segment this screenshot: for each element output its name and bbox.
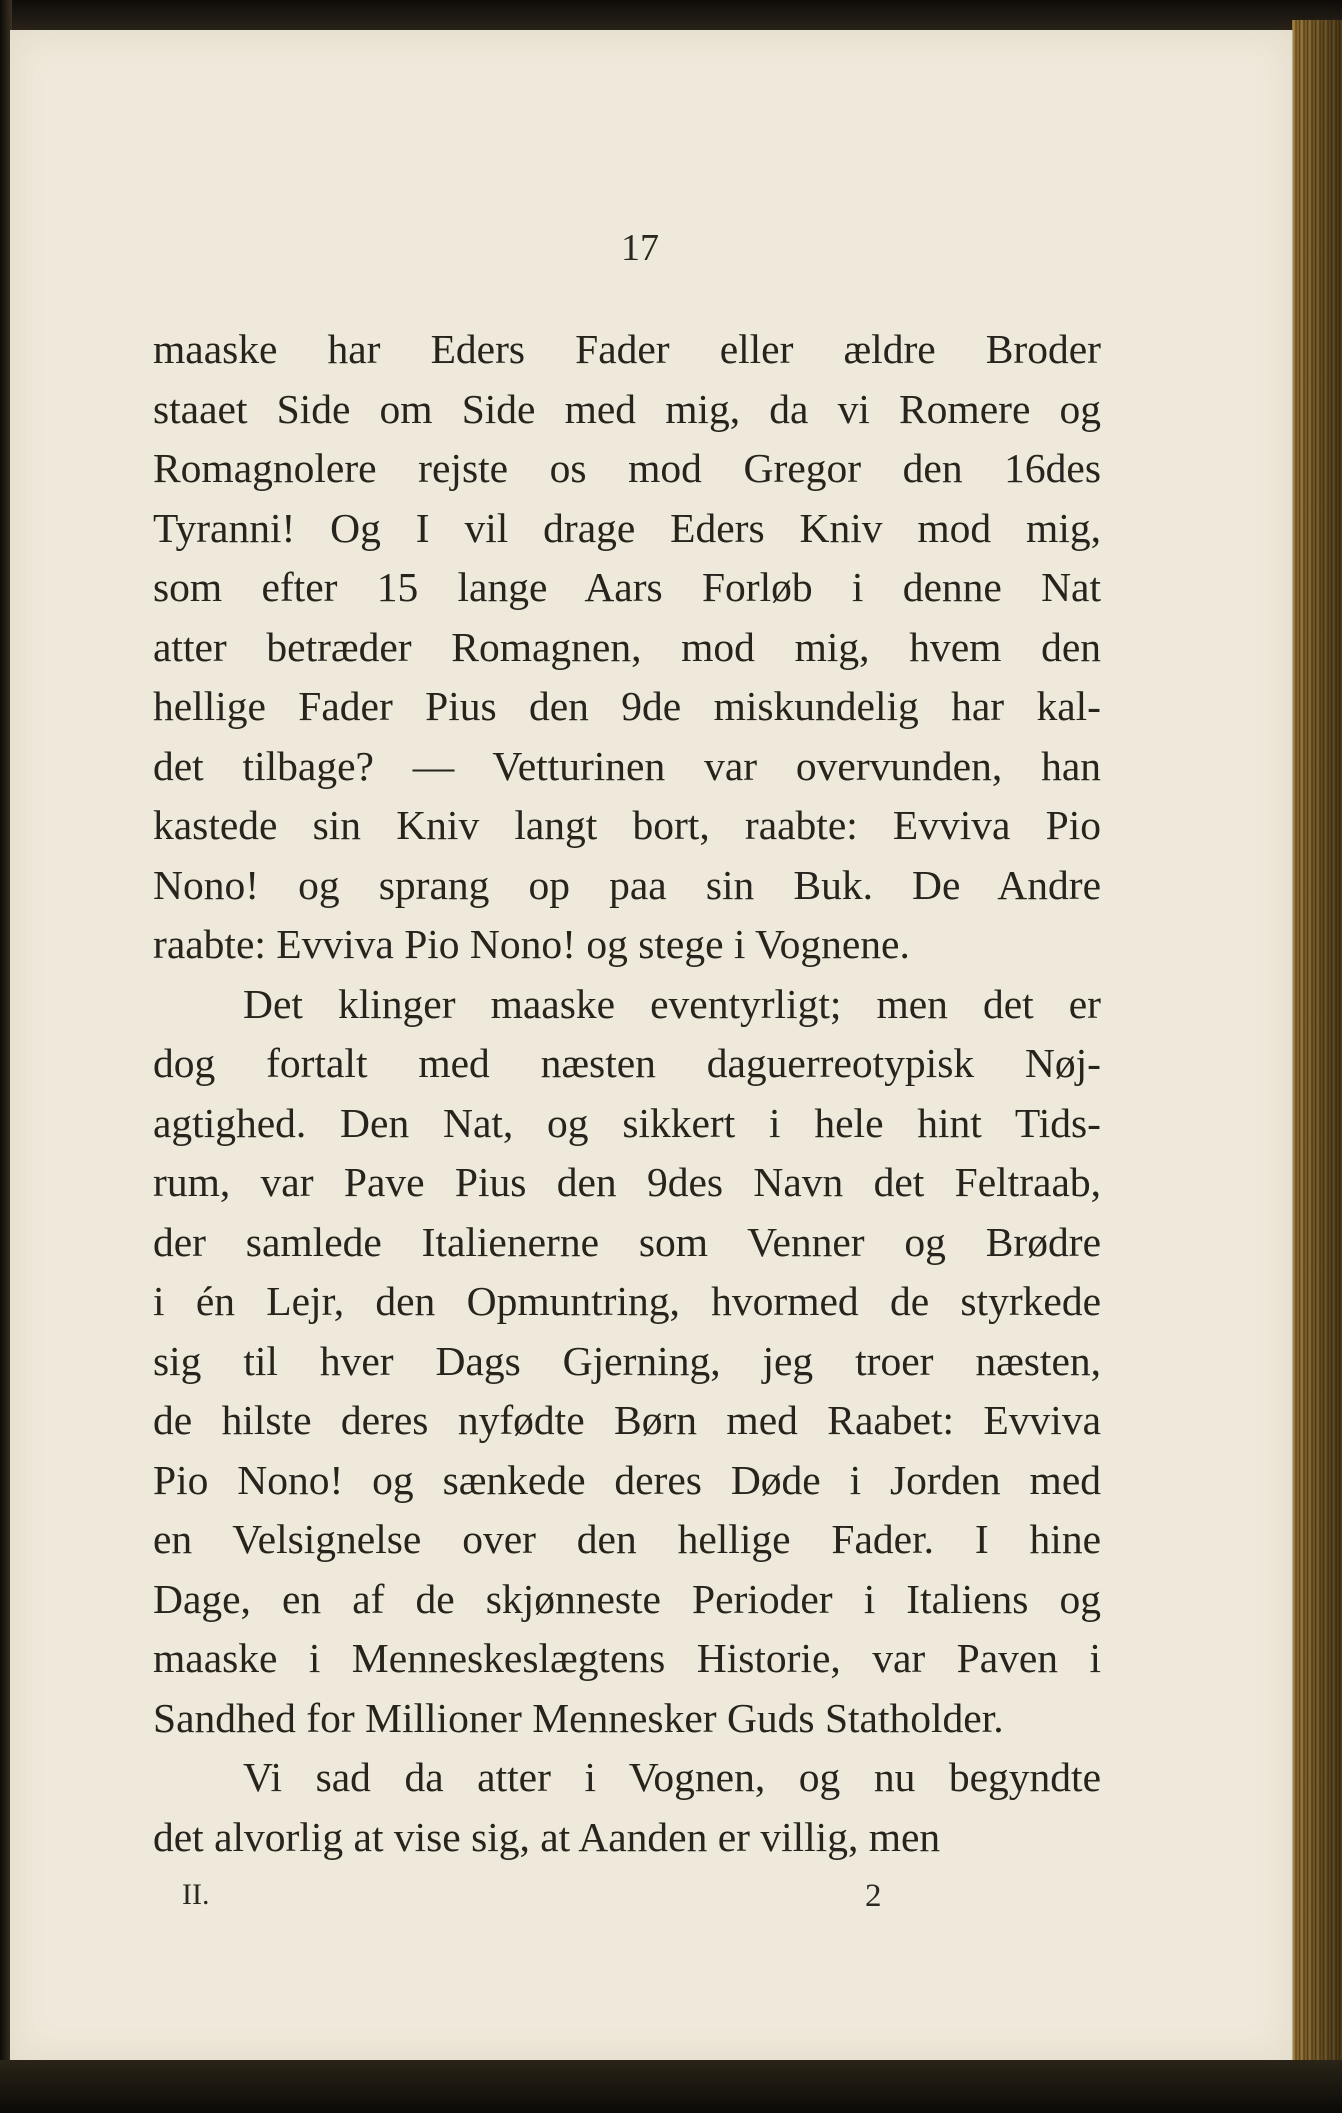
text-line: de hilste deres nyfødte Børn med Raabet: Evviva (153, 1397, 1101, 1443)
text-line: hellige Fader Pius den 9de miskundelig har kal- (153, 683, 1101, 729)
paragraph (153, 320, 1101, 975)
text-line: maaske i Menneskeslægtens Historie, var Paven i (153, 1635, 1101, 1681)
paragraph (153, 975, 1101, 1749)
text-line: rum, var Pave Pius den 9des Navn det Feltraab, (153, 1159, 1101, 1205)
scan-top-border (0, 0, 1342, 32)
page-number: 17 (621, 227, 659, 269)
paragraph (153, 1748, 1101, 1867)
body-text (153, 320, 1101, 1867)
text-line: Nono! og sprang op paa sin Buk. De Andre (153, 861, 1101, 908)
text-line: dog fortalt med næsten daguerreotypisk Nøj- (153, 1040, 1101, 1086)
text-line: raabte: Evviva Pio Nono! og stege i Vognene. (153, 921, 910, 967)
text-line: det tilbage? — Vetturinen var overvunden, han (153, 742, 1101, 789)
book-page-edges-shade (1292, 20, 1342, 2070)
text-line: Sandhed for Millioner Mennesker Guds Statholder. (153, 1694, 1004, 1741)
text-line: det alvorlig at vise sig, at Aanden er villig, men (153, 1813, 941, 1860)
text-line: i én Lejr, den Opmuntring, hvormed de styrkede (153, 1278, 1101, 1324)
text-line: Det klinger maaske eventyrligt; men det er (243, 980, 1101, 1027)
text-line: som efter 15 lange Aars Forløb i denne Nat (153, 564, 1101, 610)
text-line: maaske har Eders Fader eller ældre Broder (153, 326, 1101, 372)
text-line: en Velsignelse over den hellige Fader. I hine (153, 1516, 1101, 1562)
text-line: der samlede Italienerne som Venner og Brødre (153, 1218, 1101, 1265)
signature-mark: II. (182, 1878, 210, 1911)
text-line: staaet Side om Side med mig, da vi Romere og (153, 385, 1101, 432)
text-line: atter betræder Romagnen, mod mig, hvem den (153, 623, 1101, 670)
text-line: Vi sad da atter i Vognen, og nu begyndte (243, 1754, 1101, 1800)
scan-bottom-border (0, 2060, 1342, 2113)
text-line: agtighed. Den Nat, og sikkert i hele hint Tids- (153, 1099, 1101, 1146)
text-line: Romagnolere rejste os mod Gregor den 16des (153, 445, 1101, 491)
text-line: sig til hver Dags Gjerning, jeg troer næsten, (153, 1337, 1101, 1384)
text-line: Dage, en af de skjønneste Perioder i Italiens og (153, 1575, 1101, 1622)
text-line: kastede sin Kniv langt bort, raabte: Evviva Pio (153, 802, 1101, 848)
sheet-number: 2 (865, 1878, 882, 1914)
paper-page (10, 30, 1293, 2062)
text-line: Pio Nono! og sænkede deres Døde i Jorden med (153, 1456, 1101, 1503)
text-line: Tyranni! Og I vil drage Eders Kniv mod mig, (153, 504, 1101, 551)
